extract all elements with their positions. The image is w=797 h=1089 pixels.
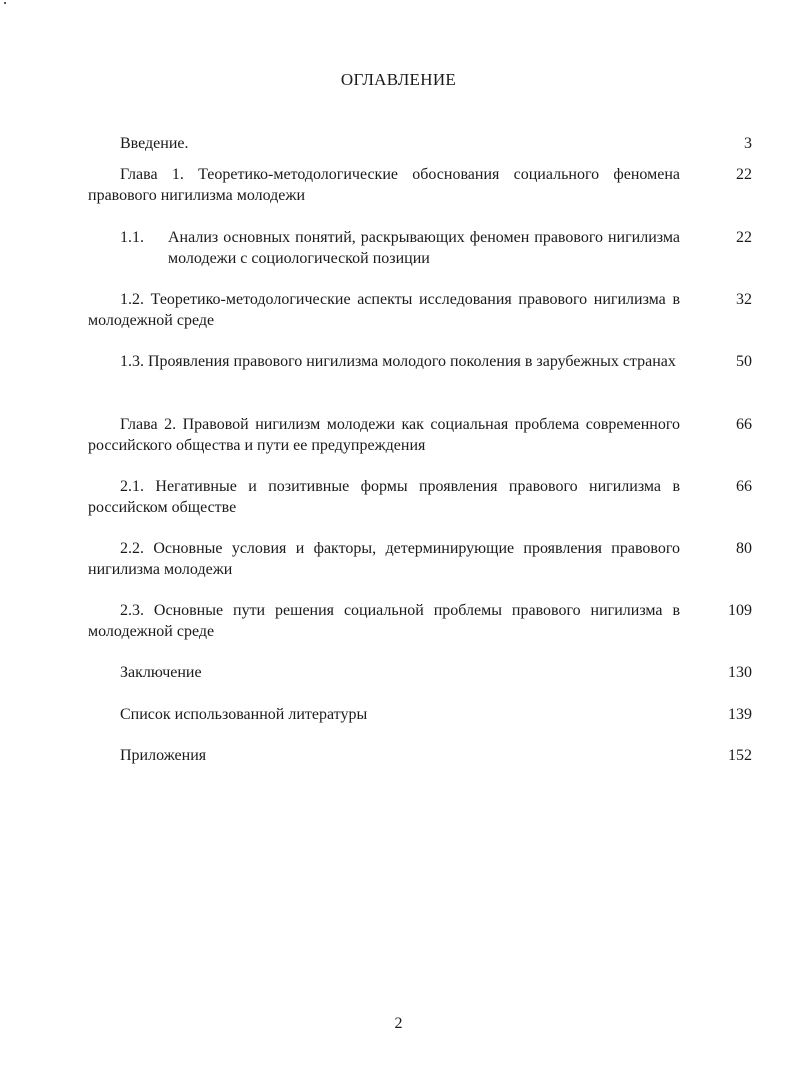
toc-entry-text: 1.3. Проявления правового нигилизма молодого поколения в зарубежных странах xyxy=(120,353,676,370)
page-title: ОГЛАВЛЕНИЕ xyxy=(340,70,457,89)
page-number: 2 xyxy=(394,1015,403,1032)
toc-page-number: 109 xyxy=(728,602,752,619)
toc-entry-text: 2.2. Основные условия и факторы, детерминирующие проявления правового нигилизма молодежи xyxy=(88,540,680,578)
toc-page-number: 32 xyxy=(736,291,752,308)
toc-page-number: 50 xyxy=(736,353,752,370)
toc-page-number: 22 xyxy=(736,166,752,183)
toc-entry-text: 2.1. Негативные и позитивные формы проявления правового нигилизма в российском обществе xyxy=(88,478,680,516)
toc-entry-text: Глава 1. Теоретико-методологические обоснования социального феномена правового нигилизма молодежи xyxy=(88,166,680,204)
toc-page-number: 80 xyxy=(736,540,752,557)
toc-entry-text: Глава 2. Правовой нигилизм молодежи как социальная проблема современного российского общества и пути ее предупреждения xyxy=(88,416,680,454)
toc-page-number: 152 xyxy=(728,747,752,764)
toc-entry-number: 1.1. xyxy=(120,229,144,246)
toc-entry xyxy=(120,227,680,269)
toc-entry-text: Список использованной литературы xyxy=(120,706,368,723)
toc-page-number: 139 xyxy=(728,706,752,723)
toc-entry-text: Введение. xyxy=(120,135,189,152)
toc-page-number: 22 xyxy=(736,229,752,246)
toc-page-number: 66 xyxy=(736,416,752,433)
toc-entry-text: Заключение xyxy=(120,664,202,681)
toc-page-number: 130 xyxy=(728,664,752,681)
toc-entry-text: 2.3. Основные пути решения социальной проблемы правового нигилизма в молодежной среде xyxy=(88,602,680,640)
toc-entry-text: 1.2. Теоретико-методологические аспекты исследования правового нигилизма в молодежной среде xyxy=(88,291,680,329)
toc-entry-text: Анализ основных понятий, раскрывающих феномен правового нигилизма молодежи с социологической позиции xyxy=(168,229,680,267)
toc-page-number: 3 xyxy=(744,135,752,152)
toc-page-number: 66 xyxy=(736,478,752,495)
toc-entry-text: Приложения xyxy=(120,747,207,764)
